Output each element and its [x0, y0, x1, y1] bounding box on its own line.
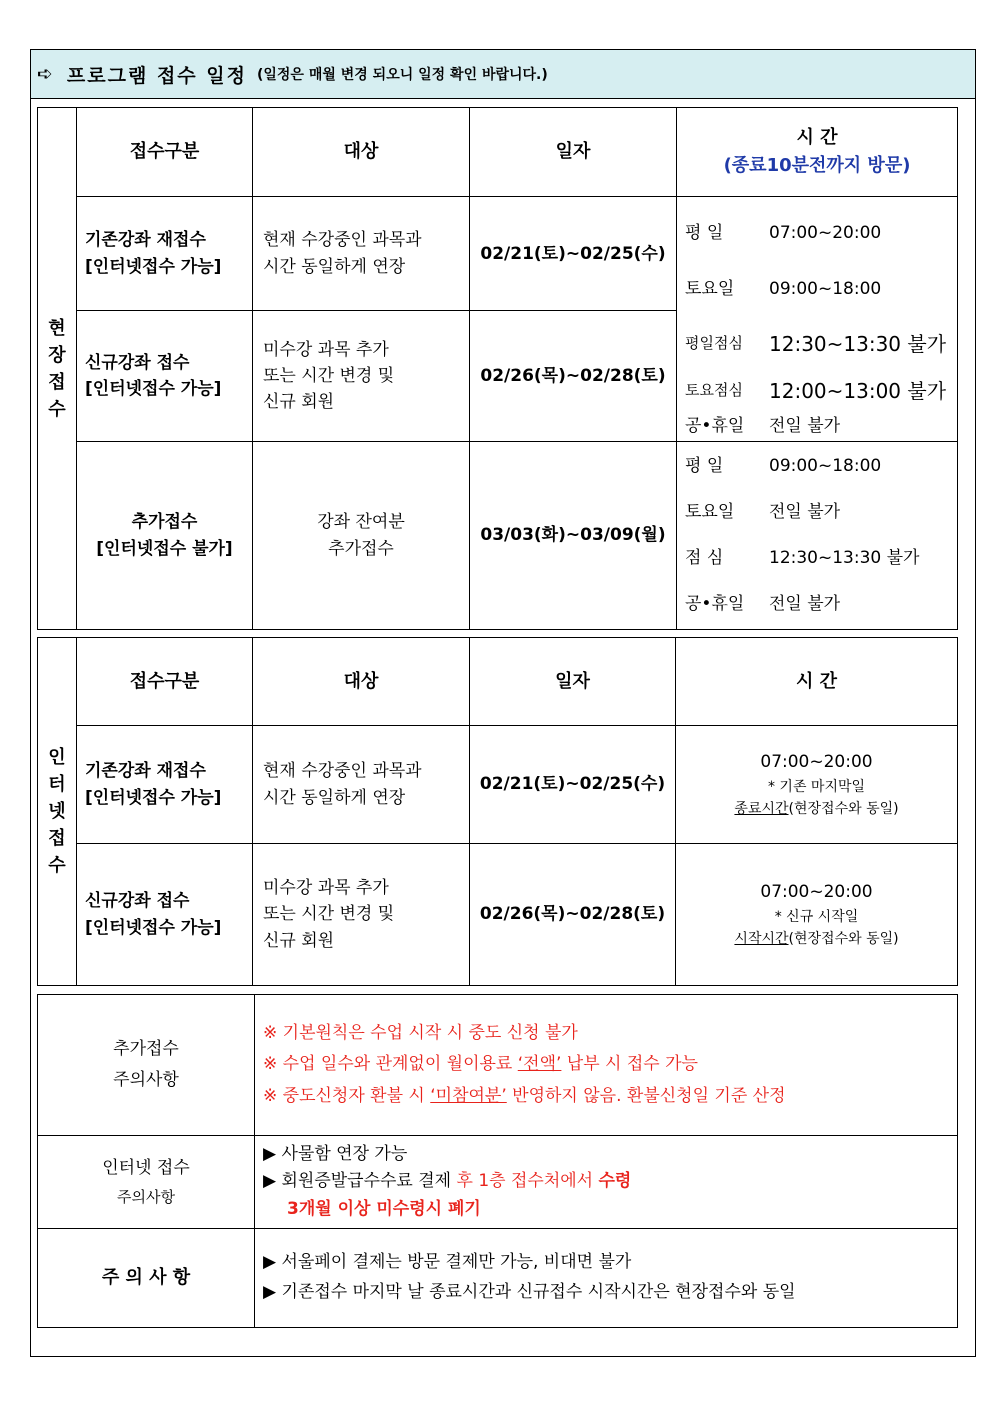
arrow-right-icon: ➪	[37, 63, 53, 85]
category-cell: 기존강좌 재접수 [인터넷접수 가능]	[77, 197, 253, 311]
category-cell: 신규강좌 접수 [인터넷접수 가능]	[77, 311, 253, 442]
table-row	[38, 844, 958, 986]
notes-row-internet	[38, 1136, 958, 1229]
notes-row-extra	[38, 995, 958, 1136]
target-cell: 미수강 과목 추가 또는 시간 변경 및 신규 회원	[253, 844, 470, 986]
time-cell: 07:00~20:00 * 신규 시작일 시작시간(현장접수와 동일)	[676, 844, 958, 986]
category-cell: 기존강좌 재접수 [인터넷접수 가능]	[77, 726, 253, 844]
notes-row-general	[38, 1229, 958, 1328]
time-header: 시 간	[796, 127, 838, 149]
target-cell: 현재 수강중인 과목과 시간 동일하게 연장	[253, 726, 470, 844]
section-note: (일정은 매월 변경 되오니 일정 확인 바랍니다.)	[256, 67, 548, 83]
col-header-date: 일자	[470, 108, 677, 197]
table-row	[38, 197, 958, 311]
date-cell: 02/21(토)~02/25(수)	[470, 197, 677, 311]
notes-body-internet: ▶ 사물함 연장 가능 ▶ 회원증발급수수료 결제 후 1층 접수처에서 수령 3개월 이상 미수령시 폐기	[255, 1136, 958, 1229]
category-cell: 신규강좌 접수 [인터넷접수 가능]	[77, 844, 253, 986]
table-row	[38, 442, 958, 630]
notes-body-extra: ※ 기본원칙은 수업 시작 시 중도 신청 불가 ※ 수업 일수와 관계없이 월이용료 ‘전액’ 납부 시 접수 가능 ※ 중도신청자 환불 시 ‘미참여분’ 반영하지 않음. 환불신청일 기준 산정	[255, 995, 958, 1136]
notes-label-internet: 인터넷 접수 주의사항	[38, 1136, 255, 1229]
col-header-time: 시 간	[676, 638, 958, 726]
col-header-target: 대상	[253, 638, 470, 726]
schedule-panel	[30, 49, 976, 1357]
internet-table	[37, 637, 958, 986]
internet-side-label: 인 터 넷 접 수	[38, 638, 77, 986]
date-cell: 03/03(화)~03/09(월)	[470, 442, 677, 630]
section-title: 프로그램 접수 일정	[66, 64, 247, 87]
target-cell: 강좌 잔여분 추가접수	[253, 442, 470, 630]
target-cell: 미수강 과목 추가 또는 시간 변경 및 신규 회원	[253, 311, 470, 442]
notes-body-general: ▶ 서울페이 결제는 방문 결제만 가능, 비대면 불가 ▶ 기존접수 마지막 날 종료시간과 신규접수 시작시간은 현장접수와 동일	[255, 1229, 958, 1328]
col-header-target: 대상	[253, 108, 470, 197]
date-cell: 02/21(토)~02/25(수)	[470, 726, 676, 844]
onsite-side-label: 현 장 접 수	[38, 108, 77, 630]
date-cell: 02/26(목)~02/28(토)	[470, 844, 676, 986]
time-cell-extra: 평 일 09:00~18:00 토요일 전일 불가 점 심 12:30~13:30 불가 공•휴일 전일 불가	[677, 442, 958, 630]
onsite-table	[37, 107, 958, 630]
category-cell: 추가접수 [인터넷접수 불가]	[77, 442, 253, 630]
target-cell: 현재 수강중인 과목과 시간 동일하게 연장	[253, 197, 470, 311]
col-header-category: 접수구분	[77, 108, 253, 197]
notes-label-extra: 추가접수 주의사항	[38, 995, 255, 1136]
col-header-time	[677, 108, 958, 197]
date-cell: 02/26(목)~02/28(토)	[470, 311, 677, 442]
time-subheader: (종료10분전까지 방문)	[723, 155, 911, 176]
col-header-date: 일자	[470, 638, 676, 726]
time-cell: 07:00~20:00 * 기존 마지막일 종료시간(현장접수와 동일)	[676, 726, 958, 844]
section-header	[31, 50, 975, 99]
notes-table	[37, 994, 958, 1328]
time-cell-regular: 평 일 07:00~20:00 토요일 09:00~18:00 평일점심 12:30~13:30 불가 토요점심 12:00~13:00 불가 공•휴일 전일 불가	[677, 197, 958, 442]
col-header-category: 접수구분	[77, 638, 253, 726]
notes-label-general: 주 의 사 항	[38, 1229, 255, 1328]
table-row	[38, 726, 958, 844]
